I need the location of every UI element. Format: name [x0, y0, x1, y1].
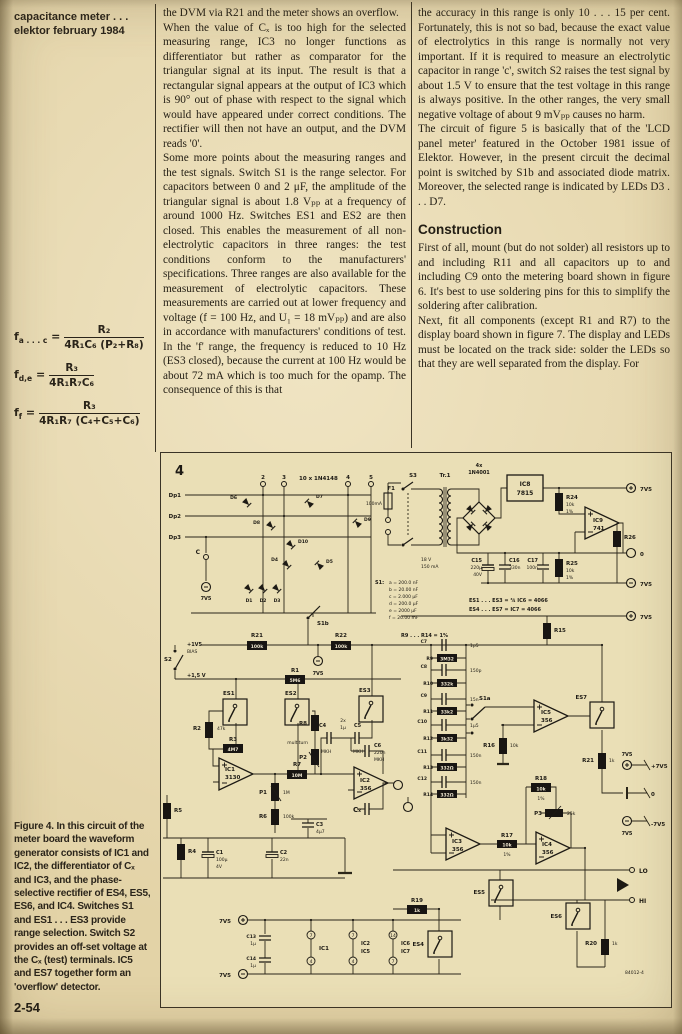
lbl-r20-value: 1k	[612, 942, 618, 947]
lbl-dp1: Dp1	[168, 493, 181, 499]
lbl-d10: D10	[298, 540, 308, 545]
lbl-c6-dielectric: MKH	[374, 758, 385, 763]
lbl-c4-dielectric: MKH	[321, 750, 332, 755]
lbl-con-zero: 0	[651, 792, 655, 798]
lbl-plus7v5-out: 7V5	[640, 487, 652, 493]
lbl-r6-value: 100k	[283, 815, 295, 820]
formula-ff: $f_f$ = $\frac{\text{R₃}}{\text{4R₁R₇ (C₄+C₅+C₆)}}$	[14, 400, 140, 427]
lbl-c12: C12	[417, 777, 427, 782]
lbl-r19-value: 1k	[413, 908, 421, 914]
lbl-es1: ES1	[223, 691, 235, 697]
lbl-ic8-type: 7815	[516, 490, 534, 497]
lbl-r7: R7	[292, 762, 302, 768]
lbl-p3: P3	[534, 811, 542, 817]
lbl-r25-tolerance: 1%	[566, 576, 574, 581]
lbl-r22-value: 100k	[334, 644, 348, 650]
figure-4-panel	[160, 452, 672, 1008]
lbl-c1-voltage: 4V	[216, 865, 222, 870]
lbl-ic5-type: 356	[541, 718, 553, 724]
lbl-s3: S3	[409, 473, 417, 479]
lbl-d6: D6	[230, 496, 237, 501]
lbl-ic2-pin-neg: 4	[351, 960, 355, 965]
lbl-terminal-4: 4	[346, 475, 350, 481]
lbl-r4: R4	[188, 849, 197, 855]
lbl-tr1: Tr.1	[439, 473, 451, 479]
lbl-c3: C3	[316, 822, 324, 828]
power-supply	[366, 463, 652, 621]
lbl-ic1-type: 3130	[225, 775, 241, 781]
lbl-c9-value: 15n	[470, 698, 479, 703]
lbl-c5: C5	[354, 723, 362, 729]
lbl-p1: P1	[259, 790, 267, 796]
lbl-c7-value: 1p5	[470, 644, 479, 649]
lbl-note-es4-es7: ES4 . . . ES7 = IC7 = 4066	[469, 607, 541, 613]
figure-caption: Figure 4. In this circuit of the meter board the waveform generator consists of IC1 and IC2, the differentiator of Cₓ and IC3, and the phase-selective rectifier of ES4, ES5, ES6, and IC4. Switches S1 and ES1 . . . ES3 provide range selection. Switch S2 provides an off-set voltage at the Cₓ (test) terminals. IC5 and ES7 together form an 'overflow' detector.	[14, 821, 151, 993]
lbl-r21: R21	[251, 633, 263, 639]
lbl-bridge-qty: 4x	[475, 463, 483, 469]
lbl-r21-value: 100k	[250, 644, 264, 650]
lbl-r9-value: 3M32	[440, 657, 454, 663]
lbl-hi-terminal: HI	[639, 898, 647, 905]
lbl-r7-value: 10M	[291, 773, 303, 779]
lbl-c4c5-value: 1μ	[340, 726, 346, 731]
lbl-r24-tolerance: 1%	[566, 510, 574, 515]
lbl-diode-type: 10 x 1N4148	[299, 476, 338, 482]
lbl-r18-tolerance: 1%	[537, 797, 545, 802]
issue-line: elektor february 1984	[14, 25, 125, 37]
lbl-c17-value: 100n	[526, 566, 538, 571]
lbl-r24: R24	[566, 495, 578, 501]
lbl-p2: P2	[299, 755, 307, 761]
lbl-r17-tolerance: 1%	[503, 853, 511, 858]
paragraph: the DVM via R21 and the meter shows an overflow.	[163, 7, 399, 19]
waveform-generator	[164, 633, 413, 825]
lbl-ic6-pin-pos: 14	[390, 934, 396, 939]
lbl-c1-value: 100μ	[216, 858, 228, 863]
paragraph: Some more points about the measuring ranges and the test signals. Switch S1 is the range selector. For capacitors between 0 and 2 μF, the amplitude of the triangular signal is about 1.8 Vₚₚ at a frequency of around 1000 Hz. Switches ES1 and ES2 are then closed. This enables the measurement of all non-electrolytic capacitors in three ranges: the test conditions conform to the manufacturers' specifications. Three ranges are also available for the measurement of electrolytic capacitors. These measurements are carried out at lower frequency and voltage (f = 100 Hz, and U₁ = 18 mVₚₚ) and are also in accordance with manufacturers' conditions of test. In the 'f' range, the frequency is reduced to 10 Hz (ES3 closed), because the current at 100 Hz would be about 72 mA which is too much for the opamp. The consequence of this is that	[163, 152, 406, 396]
lbl-dp2: Dp2	[168, 514, 181, 520]
lbl-ic7-supply: IC7	[401, 949, 411, 955]
lbl-c16-value: 330n	[509, 566, 521, 571]
lbl-c13: C13	[246, 935, 256, 940]
lbl-c4: C4	[319, 723, 327, 729]
lbl-r11: R11	[423, 710, 433, 715]
lbl-note-es1-es3: ES1 . . . ES3 = ¾ IC6 = 4066	[469, 598, 548, 604]
lbl-r16-value: 10k	[510, 744, 519, 749]
lbl-c8-value: 150p	[470, 669, 482, 674]
lbl-range-a: a = 200.0 nF	[389, 581, 419, 586]
lbl-r12-value: 3k32	[440, 737, 454, 743]
lbl-ic4-type: 356	[542, 850, 554, 856]
lbl-plus7v5-rail: 7V5	[640, 615, 652, 621]
lbl-c15: C15	[471, 558, 482, 564]
lbl-r26: R26	[624, 535, 636, 541]
lbl-ic6-supply: IC6	[401, 941, 411, 947]
lbl-bridge-type: 1N4001	[468, 470, 490, 476]
lbl-r10-value: 332k	[440, 682, 454, 688]
lbl-c11-value: 150n	[470, 754, 482, 759]
lbl-es7: ES7	[575, 695, 587, 701]
lbl-ic6-pin-neg: 7	[391, 960, 395, 965]
lbl-es3: ES3	[359, 688, 371, 694]
lbl-ic1-supply: IC1	[319, 946, 329, 952]
lbl-s2: S2	[164, 657, 172, 663]
lbl-es5: ES5	[473, 890, 485, 896]
lbl-7v5-matrix: 7V5	[200, 596, 212, 602]
range-ladder	[401, 623, 668, 837]
lbl-range-b: b = 20.00 nF	[389, 588, 419, 593]
lbl-cx-test-capacitor: Cₓ	[352, 806, 361, 814]
lbl-d9: D9	[364, 518, 371, 523]
lbl-board-id: 84012-4	[625, 971, 644, 976]
lbl-r25-value: 10k	[566, 569, 575, 574]
paragraph: When the value of Cₓ is too high for the selected measuring range, IC3 no longer functions as differentiator but rather as comparator for the triangular signal at its input. The result is that a rectangular signal appears at the output of IC3 which is 90° out of phase with respect to the signal which would have appeared under correct conditions. The rectifier will then not have an output, and the DVM reads '0'.	[163, 21, 406, 150]
lbl-r18: R18	[535, 776, 547, 782]
lbl-secondary-voltage: 18 V	[421, 558, 432, 563]
section-heading: Construction	[418, 222, 502, 237]
lbl-c16: C16	[509, 558, 520, 564]
lbl-terminal-3: 3	[282, 475, 286, 481]
lbl-c6-value: 220n	[374, 751, 386, 756]
lbl-r10: R10	[423, 682, 433, 687]
lbl-s1a: S1a	[479, 696, 491, 702]
lbl-ic2-pin-pos: 7	[351, 934, 355, 939]
output-stage	[407, 776, 648, 976]
lbl-r1: R1	[290, 668, 300, 674]
lbl-d8: D8	[253, 521, 260, 526]
lbl-r25: R25	[566, 561, 578, 567]
lbl-terminal-2: 2	[261, 475, 265, 481]
lbl-es6: ES6	[550, 914, 562, 920]
lbl-ic5: IC5	[541, 710, 551, 716]
lbl-c17: C17	[527, 558, 538, 564]
lbl-c4c5-qty: 2x	[340, 719, 346, 724]
lbl-d7: D7	[316, 495, 323, 500]
lbl-d4: D4	[271, 558, 278, 563]
lbl-c3-value: 4μ7	[316, 830, 325, 835]
lbl-multiturn: multiturn	[287, 741, 308, 746]
lbl-con-minus: -7V5	[651, 822, 666, 828]
lbl-ic1-pin-neg: 4	[309, 960, 313, 965]
lbl-d5: D5	[326, 560, 333, 565]
arrow-icon	[617, 878, 629, 892]
lbl-c2-value: 22n	[280, 858, 289, 863]
lbl-ic9: IC9	[593, 518, 603, 524]
lbl-f1-value: 100mA	[365, 502, 382, 507]
lbl-dp3: Dp3	[168, 535, 181, 541]
lbl-c1: C1	[216, 850, 224, 856]
lbl-r14: R14	[423, 793, 433, 798]
lbl-ic2: IC2	[360, 778, 370, 784]
lbl-c13-value: 1μ	[250, 942, 256, 947]
page-number: 2-54	[14, 1000, 41, 1015]
lbl-0v-out: 0	[640, 552, 644, 558]
power-distribution	[163, 803, 411, 979]
lbl-r17: R17	[501, 833, 513, 839]
paragraph: The circuit of figure 5 is basically that of the 'LCD panel meter' featured in the October 1981 issue of Elektor. However, in the present circuit the decimal point is switched by S1b and associated diode matrix. Moreover, the selected range is indicated by LEDs D3 . . . D7.	[418, 123, 670, 208]
paragraph: Next, fit all components (except R1 and R7) to the display board shown in figure 7. The display and LEDs must be located on the track side: solder the LEDs so that they are well separated from the display. For	[418, 314, 670, 370]
lbl-r16: R16	[483, 743, 495, 749]
lbl-d1: D1	[245, 599, 253, 604]
lbl-r21-overflow: R21	[582, 758, 594, 764]
lbl-r3-value: 4M7	[227, 747, 239, 753]
paragraph: the accuracy in this range is only 10 . . . 15 per cent. Fortunately, this is not so bad, because the exact value of electrolytics in this range is normally not very important. If it is required to measure an electrolytic capacitor in range 'c', switch S2 raises the test signal by about 1.5 V to ensure that the test voltage in this range is always positive. In the other ranges, the very small negative voltage of about 9 mVₚₚ causes no harm.	[418, 7, 670, 121]
lbl-c5-dielectric: MKH	[353, 750, 364, 755]
schematic-wires	[163, 483, 650, 974]
lbl-d2: D2	[259, 599, 267, 604]
lbl-r17-value: 10k	[502, 843, 512, 849]
lbl-r6: R6	[258, 814, 267, 820]
lbl-ic3: IC3	[452, 839, 462, 845]
lbl-r21-overflow-value: 1k	[609, 759, 615, 764]
lbl-ic1: IC1	[225, 767, 235, 773]
lbl-minus7v5-out: 7V5	[640, 582, 652, 588]
lbl-r15: R15	[554, 628, 566, 634]
text-column-2	[418, 6, 670, 372]
lbl-ic2-supply: IC2	[361, 941, 371, 947]
lbl-c7: C7	[420, 640, 427, 645]
lbl-es2: ES2	[285, 691, 297, 697]
lbl-secondary-current: 150 mA	[421, 565, 439, 570]
formula-fd-e: $f_{d,e}$ = $\frac{\text{R₃}}{\text{4R₁R₇C₆}}$	[14, 362, 95, 389]
lbl-r5: R5	[174, 808, 183, 814]
lbl-r18-value: 10k	[536, 787, 546, 793]
lbl-c2: C2	[280, 850, 288, 856]
lbl-7v5-dist-plus: 7V5	[219, 919, 231, 925]
lbl-s1b: S1b	[317, 621, 329, 627]
lbl-p1-value: 1M	[283, 791, 290, 796]
lbl-p3-value: 25k	[567, 812, 576, 817]
lbl-ic3-type: 356	[452, 847, 464, 853]
lbl-note-r9-r14: R9 . . . R14 = 1%	[401, 633, 448, 639]
lbl-ic5-supply: IC5	[361, 949, 371, 955]
lbl-c15-value: 220μ	[470, 566, 482, 571]
lbl-con-plus: +7V5	[651, 764, 668, 770]
lbl-7v5-mid: 7V5	[312, 671, 324, 677]
lbl-c10-value: 1μ5	[470, 724, 479, 729]
lbl-c8: C8	[420, 665, 427, 670]
lbl-r20: R20	[585, 941, 597, 947]
lbl-ic2-type: 356	[360, 786, 372, 792]
formula-fa-c: $f_{a . . . c}$ = $\frac{\text{R₂}}{\text{4R₁C₆ (P₂+R₈)}}$	[14, 324, 144, 351]
lbl-range-f: f = 20.00 mF	[389, 616, 419, 621]
lbl-r2: R2	[192, 726, 201, 732]
figure-number: 4	[175, 464, 185, 479]
lbl-bias: BIAS	[187, 650, 198, 655]
circuit-schematic	[161, 453, 673, 1009]
lbl-f1: F1	[387, 486, 395, 492]
lbl-c6: C6	[374, 743, 382, 749]
lbl-r1-value: 5M6	[289, 678, 301, 684]
lbl-c11: C11	[417, 750, 427, 755]
column-rule-middle	[411, 2, 412, 448]
lbl-con-plus-7v5: 7V5	[621, 752, 633, 758]
lbl-7v5-dist-minus: 7V5	[219, 973, 231, 979]
lbl-r14-value: 332Ω	[440, 793, 454, 799]
lbl-r22: R22	[335, 633, 347, 639]
lbl-con-minus-7v5: 7V5	[621, 831, 633, 837]
formula-block	[14, 324, 158, 438]
lbl-r13-value: 332Ω	[440, 766, 454, 772]
lbl-bias-voltage: +1V5	[187, 642, 203, 648]
lbl-lo-terminal: LO	[639, 868, 648, 875]
lbl-ic9-type: 741	[593, 526, 605, 532]
lbl-range-d: d = 200.0 μF	[389, 602, 419, 607]
lbl-range-c: c = 2.000 μF	[389, 595, 418, 600]
lbl-r3: R3	[228, 737, 238, 743]
lbl-range-e: e = 2000 μF	[389, 609, 417, 614]
text-column-1	[163, 6, 406, 398]
lbl-d3: D3	[273, 599, 281, 604]
lbl-terminal-5: 5	[369, 475, 373, 481]
lbl-ic8: IC8	[519, 481, 531, 488]
lbl-c9: C9	[420, 694, 427, 699]
lbl-r2-value: 47k	[217, 727, 226, 732]
lbl-1v5: +1,5 V	[187, 673, 206, 679]
lbl-c-terminal: C	[195, 549, 200, 556]
lbl-ic4: IC4	[542, 842, 552, 848]
page-header	[14, 10, 128, 38]
lbl-c15-voltage: 40V	[473, 573, 482, 578]
lbl-r8: R8	[298, 721, 307, 727]
lbl-c14: C14	[246, 957, 256, 962]
paragraph: First of all, mount (but do not solder) all resistors up to and including R11 and all capacitors up to and including C9 onto the metering board shown in figure 6. It's best to use soldering pins for this to simplify the soldering after calibration.	[418, 242, 670, 312]
lbl-c12-value: 150n	[470, 781, 482, 786]
lbl-r12: R12	[423, 737, 433, 742]
lbl-s1-ranges-title: S1:	[375, 580, 385, 586]
lbl-c14-value: 1μ	[250, 964, 256, 969]
diode-matrix	[169, 464, 374, 627]
lbl-r24-value: 10k	[566, 503, 575, 508]
lbl-ic1-pin-pos: 7	[309, 934, 313, 939]
lbl-c10: C10	[417, 720, 427, 725]
lbl-r11-value: 33k2	[440, 710, 454, 716]
lbl-r9: R9	[426, 657, 433, 662]
lbl-r19: R19	[411, 898, 423, 904]
article-title: capacitance meter . . .	[14, 11, 129, 23]
lbl-es4: ES4	[412, 942, 424, 948]
lbl-r13: R13	[423, 766, 433, 771]
